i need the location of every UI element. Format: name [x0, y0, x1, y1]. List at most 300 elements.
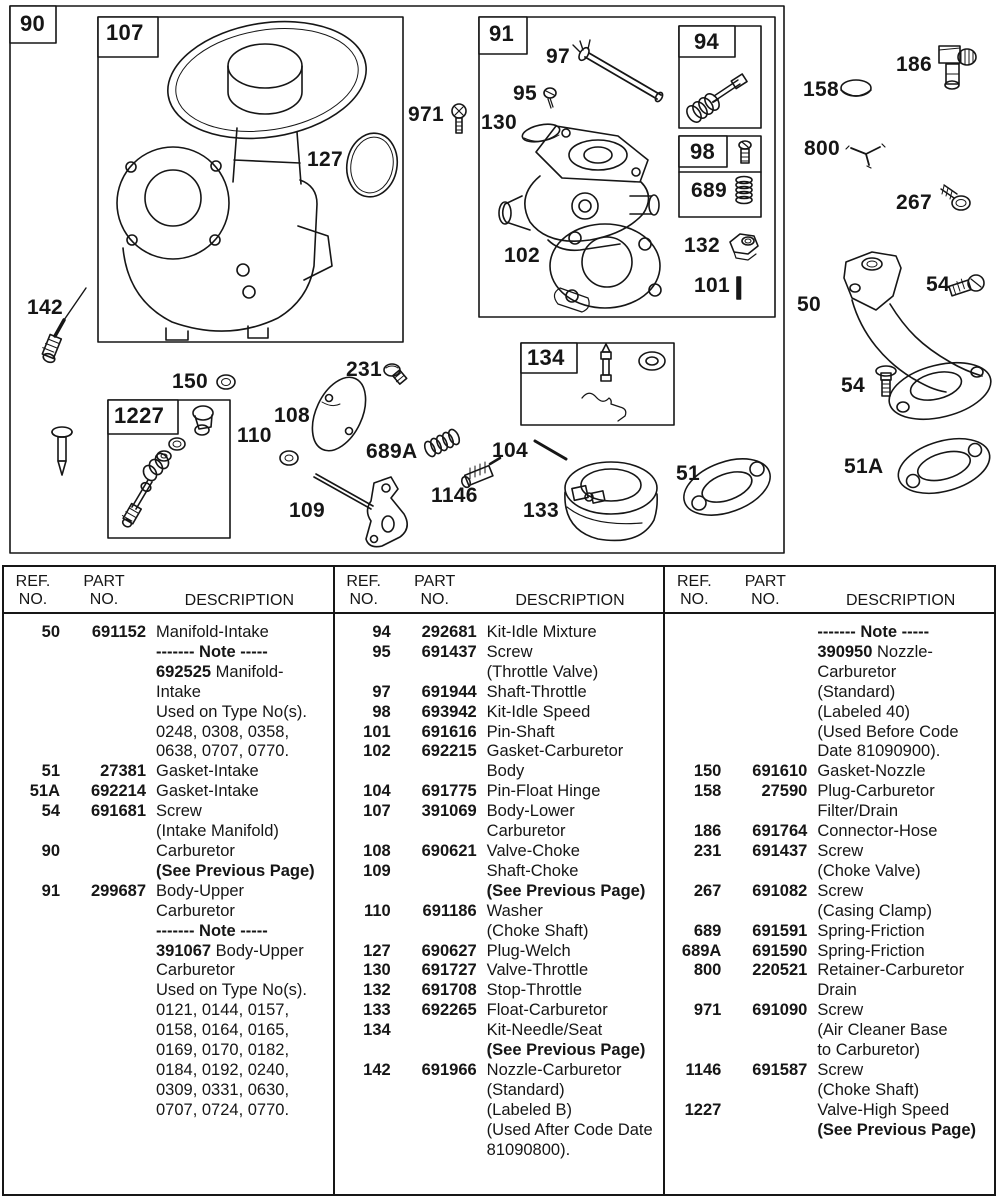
- part-no-cell: [62, 862, 146, 882]
- part-no-cell: 691587: [752, 1060, 808, 1079]
- table-row: [4, 1041, 333, 1061]
- ref-no-cell: 102: [363, 742, 391, 761]
- description-cell: (See Previous Page): [817, 1120, 976, 1139]
- part-no-cell: [723, 1101, 807, 1121]
- description-cell: Manifold-Intake: [156, 623, 269, 641]
- table-row: [665, 762, 994, 782]
- part-no-cell: 691186: [422, 901, 477, 920]
- part-no-cell: [393, 1121, 477, 1141]
- table-row: [335, 782, 664, 802]
- ref-no-cell: 134: [363, 1021, 391, 1040]
- description-cell: 0184, 0192, 0240,: [156, 1060, 290, 1079]
- part-no-cell: [62, 1061, 146, 1081]
- table-row: [4, 742, 333, 762]
- table-body: [665, 614, 994, 1141]
- description-cell: Pin-Float Hinge: [486, 782, 601, 801]
- table-row: [665, 942, 994, 962]
- table-row: [335, 762, 664, 782]
- description-cell: Gasket-Intake: [156, 762, 259, 781]
- ref-no-cell: [4, 942, 62, 962]
- ref-no-cell: 1227: [684, 1100, 722, 1119]
- ref-no-cell: [335, 822, 393, 842]
- table-row: [335, 1041, 664, 1061]
- part-no-cell: [393, 1101, 477, 1121]
- gasket-intake-51-drawing: [676, 448, 778, 526]
- part-no-cell: [62, 1021, 146, 1041]
- table-header: [335, 567, 664, 614]
- part-no-cell: [393, 822, 477, 842]
- ref-no-cell: [665, 1041, 723, 1061]
- description-cell: Carburetor: [486, 822, 566, 841]
- ref-no-cell: [335, 1121, 393, 1141]
- ref-no-cell: 90: [41, 841, 60, 860]
- table-row: [4, 942, 333, 962]
- part-no-cell: 299687: [90, 881, 146, 900]
- part-no-cell: 691591: [752, 921, 808, 940]
- screw-231-drawing: [384, 364, 407, 384]
- ref-no-cell: 95: [372, 642, 391, 661]
- table-row: [665, 882, 994, 902]
- description-cell: ------- Note -----: [156, 921, 268, 940]
- part-no-cell: [723, 643, 807, 663]
- callout-97: 97: [546, 45, 570, 68]
- part-no-cell: [723, 1021, 807, 1041]
- ref-no-cell: 800: [693, 961, 722, 980]
- callout-689: 689: [691, 179, 727, 202]
- table-row: [335, 1061, 664, 1081]
- description-cell: 0638, 0707, 0770.: [156, 742, 290, 761]
- ref-no-cell: [4, 1101, 62, 1121]
- ref-no-cell: 130: [363, 961, 391, 980]
- table-body: [335, 614, 664, 1160]
- table-row: [665, 1001, 994, 1021]
- description-cell: Date 81090900).: [817, 742, 941, 761]
- part-no-cell: [393, 1041, 477, 1061]
- table-row: [335, 623, 664, 643]
- description-cell: Screw: [817, 881, 864, 900]
- ref-no-cell: 54: [41, 802, 60, 821]
- part-no-cell: [393, 1081, 477, 1101]
- part-no-cell: [393, 862, 477, 882]
- washer-110-drawing: [280, 451, 298, 465]
- description-cell: (See Previous Page): [156, 861, 315, 880]
- description-cell: 0309, 0331, 0630,: [156, 1080, 290, 1099]
- ref-no-cell: [4, 1061, 62, 1081]
- table-row: [4, 981, 333, 1001]
- part-no-cell: [62, 842, 146, 862]
- plug-welch-127-drawing: [342, 129, 402, 201]
- description-cell: (Choke Shaft): [486, 921, 589, 940]
- part-no-header: PART NO.: [414, 573, 456, 608]
- callout-132: 132: [684, 234, 720, 257]
- part-no-cell: 690621: [421, 841, 477, 860]
- part-no-cell: 691944: [421, 682, 477, 701]
- part-no-cell: 692215: [421, 742, 477, 761]
- description-cell: Shaft-Throttle: [486, 682, 587, 701]
- table-row: [665, 961, 994, 981]
- table-row: [665, 742, 994, 762]
- table-row: [4, 802, 333, 822]
- callout-110: 110: [237, 424, 272, 447]
- ref-no-cell: [4, 981, 62, 1001]
- description-cell: Body: [486, 762, 525, 781]
- description-cell: Intake: [156, 682, 201, 701]
- ref-no-cell: [4, 1001, 62, 1021]
- description-cell: Filter/Drain: [817, 802, 899, 821]
- part-no-cell: 691966: [421, 1060, 477, 1079]
- table-row: [335, 902, 664, 922]
- callout-150: 150: [172, 370, 208, 393]
- callout-689A: 689A: [366, 440, 418, 463]
- part-no-cell: 691610: [752, 762, 808, 781]
- ref-no-cell: [665, 1021, 723, 1041]
- table-row: [335, 1121, 664, 1141]
- callout-98: 98: [690, 139, 716, 164]
- description-cell: Body-Lower: [486, 802, 575, 821]
- description-cell: Retainer-Carburetor: [817, 961, 965, 980]
- description-cell: (Used Before Code: [817, 722, 959, 741]
- part-no-cell: [62, 742, 146, 762]
- ref-no-cell: [665, 981, 723, 1001]
- callout-109: 109: [289, 499, 325, 522]
- part-no-cell: [723, 683, 807, 703]
- description-cell: 0169, 0170, 0182,: [156, 1041, 290, 1060]
- ref-no-cell: [4, 1041, 62, 1061]
- part-no-cell: 691775: [421, 782, 477, 801]
- kit-idle-mixture-94-drawing: [684, 74, 747, 125]
- part-no-cell: [62, 922, 146, 942]
- table-row: [4, 762, 333, 782]
- description-cell: 0248, 0308, 0358,: [156, 722, 290, 741]
- description-cell: 0707, 0724, 0770.: [156, 1100, 290, 1119]
- description-cell: Screw: [817, 841, 864, 860]
- ref-no-cell: 50: [41, 623, 60, 641]
- part-no-cell: [393, 922, 477, 942]
- description-cell: Carburetor: [156, 961, 235, 980]
- description-cell: (Intake Manifold): [156, 822, 279, 841]
- callout-95: 95: [513, 82, 537, 105]
- table-row: [665, 842, 994, 862]
- table-row: [665, 663, 994, 683]
- callout-54: 54: [926, 273, 950, 296]
- pin-shaft-101-drawing: [737, 277, 741, 299]
- ref-no-cell: [4, 683, 62, 703]
- description-cell: Body-Upper: [156, 881, 245, 900]
- description-cell: Shaft-Choke: [486, 861, 579, 880]
- part-no-cell: [393, 1141, 477, 1161]
- description-cell: (Labeled 40): [817, 702, 910, 721]
- callout-50: 50: [797, 293, 821, 316]
- callout-102: 102: [504, 244, 540, 267]
- ref-no-cell: [4, 902, 62, 922]
- part-no-header: PART NO.: [744, 573, 786, 608]
- ref-no-cell: [335, 663, 393, 683]
- table-row: [4, 683, 333, 703]
- gasket-nozzle-150-drawing: [217, 375, 235, 389]
- table-row: [335, 981, 664, 1001]
- part-no-cell: 693942: [421, 702, 477, 721]
- ref-no-cell: 971: [693, 1001, 722, 1020]
- table-row: [4, 1081, 333, 1101]
- description-cell: Spring-Friction: [817, 941, 925, 960]
- table-row: [665, 1081, 994, 1101]
- ref-no-cell: [4, 1081, 62, 1101]
- ref-no-cell: 101: [363, 722, 391, 741]
- part-no-cell: [62, 683, 146, 703]
- screw-267-drawing: [941, 185, 970, 210]
- description-cell: Carburetor: [156, 841, 235, 860]
- part-no-cell: 691727: [421, 961, 477, 980]
- exploded-parts-diagram: [0, 0, 1000, 560]
- part-no-cell: [723, 703, 807, 723]
- part-no-cell: [393, 1021, 477, 1041]
- table-row: [4, 822, 333, 842]
- description-cell: Plug-Welch: [486, 941, 571, 960]
- description-cell: 692525 Manifold-: [156, 662, 284, 681]
- table-row: [665, 683, 994, 703]
- box-91-frame: [479, 17, 775, 317]
- ref-no-cell: [4, 663, 62, 683]
- description-cell: Gasket-Nozzle: [817, 762, 926, 781]
- ref-no-cell: [665, 683, 723, 703]
- ref-no-cell: 107: [363, 802, 391, 821]
- part-no-cell: 691590: [752, 941, 808, 960]
- pin-float-hinge-104-drawing: [535, 441, 566, 459]
- part-no-cell: [62, 1001, 146, 1021]
- callout-142: 142: [27, 296, 63, 319]
- part-no-cell: 691616: [421, 722, 477, 741]
- screw-95-drawing: [544, 88, 556, 108]
- part-no-cell: 220521: [752, 961, 808, 980]
- description-cell: (See Previous Page): [486, 881, 646, 900]
- table-row: [4, 723, 333, 743]
- table-row: [335, 882, 664, 902]
- float-carburetor-133-drawing: [565, 462, 657, 540]
- ref-no-header: REF. NO.: [15, 573, 51, 608]
- ref-no-cell: [4, 1021, 62, 1041]
- callout-158: 158: [803, 78, 839, 101]
- part-no-cell: [393, 663, 477, 683]
- part-no-cell: [723, 723, 807, 743]
- description-cell: Screw: [486, 642, 533, 661]
- description-header: DESCRIPTION: [846, 592, 956, 609]
- part-no-cell: [62, 822, 146, 842]
- table-row: [335, 742, 664, 762]
- table-row: [665, 703, 994, 723]
- ref-no-header: REF. NO.: [346, 573, 381, 608]
- description-cell: Gasket-Intake: [156, 782, 259, 801]
- callout-133: 133: [523, 499, 559, 522]
- description-cell: (Standard): [486, 1080, 565, 1099]
- description-cell: Carburetor: [817, 662, 897, 681]
- ref-no-cell: [4, 822, 62, 842]
- table-row: [335, 1001, 664, 1021]
- table-row: [4, 1021, 333, 1041]
- callout-267: 267: [896, 191, 932, 214]
- table-row: [665, 922, 994, 942]
- connector-hose-186-drawing: [939, 46, 976, 89]
- ref-no-cell: 94: [372, 623, 391, 641]
- callout-104: 104: [492, 439, 528, 462]
- description-cell: Kit-Idle Speed: [486, 702, 591, 721]
- description-cell: (Air Cleaner Base: [817, 1021, 948, 1040]
- description-cell: Used on Type No(s).: [156, 981, 308, 1000]
- description-cell: Pin-Shaft: [486, 722, 555, 741]
- ref-no-cell: 98: [372, 702, 391, 721]
- diagram-outer-frame: [10, 6, 784, 553]
- table-header: [665, 567, 994, 614]
- part-no-cell: [723, 802, 807, 822]
- screw-971-drawing: [452, 104, 466, 133]
- callout-107: 107: [106, 20, 144, 45]
- part-no-cell: 292681: [421, 623, 477, 641]
- description-cell: 81090800).: [486, 1140, 571, 1159]
- part-no-cell: [62, 643, 146, 663]
- table-row: [335, 643, 664, 663]
- table-row: [665, 862, 994, 882]
- ref-no-cell: 132: [363, 981, 391, 1000]
- ref-no-cell: 104: [363, 782, 391, 801]
- box-107-frame: [98, 17, 403, 342]
- part-no-cell: [393, 882, 477, 902]
- ref-no-cell: 158: [693, 782, 722, 801]
- table-row: [665, 1041, 994, 1061]
- ref-no-cell: 267: [693, 881, 722, 900]
- callout-134: 134: [527, 345, 565, 370]
- ref-no-cell: [335, 1101, 393, 1121]
- screw-54-bottom-drawing: [876, 366, 896, 396]
- part-no-cell: 692265: [421, 1001, 477, 1020]
- stop-throttle-132-drawing: [730, 234, 758, 260]
- part-no-cell: [62, 723, 146, 743]
- description-cell: Gasket-Carburetor: [486, 742, 624, 761]
- retainer-carburetor-drain-800-drawing: [846, 144, 885, 168]
- table-row: [335, 703, 664, 723]
- part-no-cell: [62, 663, 146, 683]
- description-cell: (Choke Valve): [817, 861, 921, 880]
- ref-no-cell: 689A: [681, 941, 722, 960]
- description-cell: Stop-Throttle: [486, 981, 583, 1000]
- ref-no-cell: 150: [693, 762, 722, 781]
- valve-throttle-130-drawing: [521, 121, 561, 145]
- parts-table: [2, 565, 996, 1196]
- ref-no-cell: [665, 802, 723, 822]
- shaft-choke-109-drawing: [314, 474, 407, 547]
- table-row: [4, 922, 333, 942]
- table-row: [4, 643, 333, 663]
- callout-91: 91: [489, 21, 515, 46]
- table-row: [335, 1021, 664, 1041]
- table-row: [4, 703, 333, 723]
- part-no-cell: [62, 961, 146, 981]
- description-cell: Connector-Hose: [817, 822, 938, 841]
- table-row: [335, 942, 664, 962]
- ref-no-cell: [665, 742, 723, 762]
- table-row: [665, 1021, 994, 1041]
- part-no-cell: [723, 862, 807, 882]
- part-no-cell: [723, 663, 807, 683]
- description-cell: Valve-Choke: [486, 841, 580, 860]
- part-no-cell: 27590: [761, 782, 808, 801]
- ref-no-cell: [665, 862, 723, 882]
- ref-no-cell: [4, 723, 62, 743]
- part-no-cell: [723, 623, 807, 643]
- part-no-cell: [62, 703, 146, 723]
- callout-108: 108: [274, 404, 310, 427]
- ref-no-cell: 91: [41, 881, 60, 900]
- callout-971: 971: [408, 103, 444, 126]
- float-needle-drawing: [52, 427, 72, 475]
- callout-127: 127: [307, 148, 343, 171]
- part-no-cell: 27381: [100, 762, 146, 781]
- table-row: [335, 1081, 664, 1101]
- part-no-cell: [62, 1101, 146, 1121]
- ref-no-cell: [335, 1041, 393, 1061]
- description-cell: (See Previous Page): [486, 1041, 646, 1060]
- parts-table-column-2: [333, 567, 664, 1194]
- table-row: [335, 663, 664, 683]
- description-cell: Spring-Friction: [817, 921, 925, 940]
- part-no-cell: [62, 942, 146, 962]
- ref-no-cell: [4, 862, 62, 882]
- description-cell: 391067 Body-Upper: [156, 941, 304, 960]
- description-cell: 390950 Nozzle-: [817, 642, 933, 661]
- part-no-header: PART NO.: [83, 573, 125, 608]
- body-upper-carburetor-91-drawing: [499, 126, 659, 250]
- table-body: [4, 614, 333, 1121]
- description-cell: Used on Type No(s).: [156, 702, 308, 721]
- ref-no-cell: [665, 723, 723, 743]
- description-cell: 0121, 0144, 0157,: [156, 1001, 290, 1020]
- table-row: [335, 1141, 664, 1161]
- ref-no-cell: 51: [41, 762, 60, 781]
- description-cell: Carburetor: [156, 901, 235, 920]
- callout-1146: 1146: [431, 484, 478, 507]
- ref-no-cell: 51A: [29, 782, 60, 801]
- table-row: [665, 802, 994, 822]
- table-row: [4, 1101, 333, 1121]
- description-cell: Nozzle-Carburetor: [486, 1060, 622, 1079]
- part-no-cell: [723, 981, 807, 1001]
- part-no-cell: [723, 742, 807, 762]
- callout-51: 51: [676, 462, 700, 485]
- table-row: [4, 623, 333, 643]
- part-no-cell: 691764: [752, 822, 808, 841]
- description-cell: Kit-Needle/Seat: [486, 1021, 603, 1040]
- spring-friction-689-drawing: [736, 177, 752, 204]
- ref-no-cell: [665, 1081, 723, 1101]
- ref-no-cell: 97: [372, 682, 391, 701]
- description-cell: Drain: [817, 981, 857, 1000]
- table-row: [4, 842, 333, 862]
- description-cell: (Labeled B): [486, 1100, 572, 1119]
- table-row: [4, 1061, 333, 1081]
- ref-no-cell: 689: [693, 921, 722, 940]
- description-cell: (Casing Clamp): [817, 901, 932, 920]
- table-row: [665, 1121, 994, 1141]
- callout-231: 231: [346, 358, 382, 381]
- ref-no-cell: [335, 1081, 393, 1101]
- ref-no-cell: [665, 663, 723, 683]
- table-row: [4, 902, 333, 922]
- kit-needle-seat-134-drawing: [582, 344, 665, 421]
- description-header: DESCRIPTION: [184, 592, 294, 609]
- ref-no-cell: [665, 902, 723, 922]
- part-no-cell: [723, 1081, 807, 1101]
- table-row: [4, 961, 333, 981]
- ref-no-cell: [4, 922, 62, 942]
- part-no-cell: [62, 981, 146, 1001]
